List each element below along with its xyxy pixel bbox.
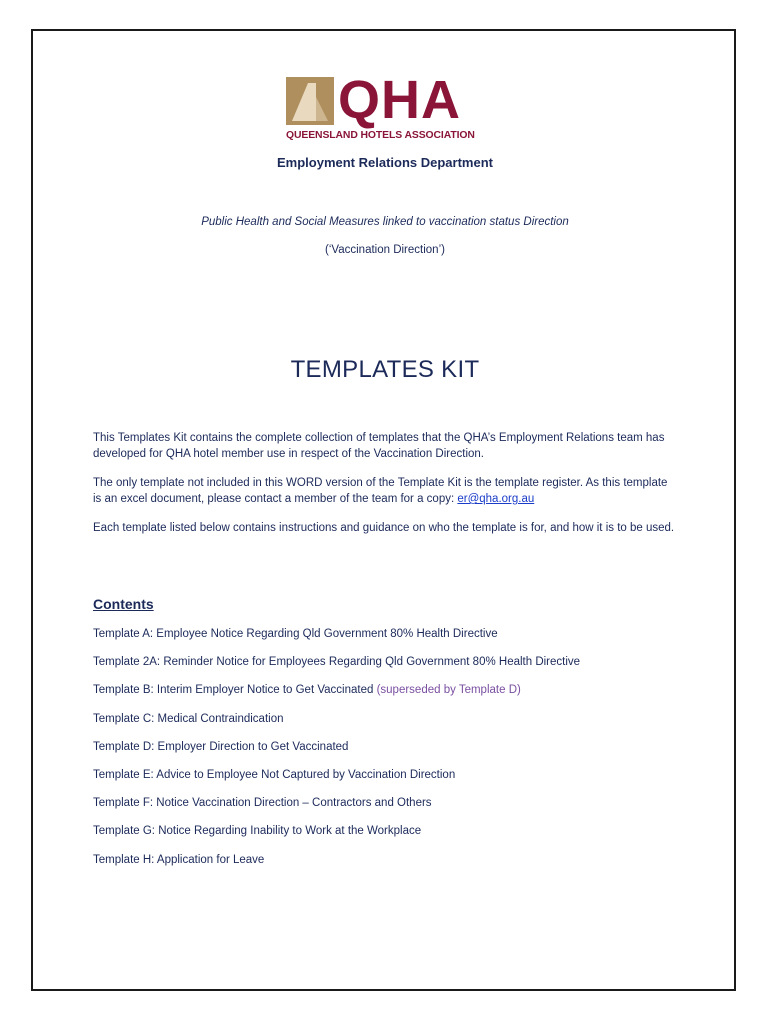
superseded-note: (superseded by Template D) (376, 684, 521, 697)
contents-item-label: Template F: Notice Vaccination Direction – Contractors and Others (93, 797, 432, 810)
qha-logo-mark-icon (286, 77, 334, 125)
contents-item-template-e (93, 768, 693, 796)
contents-item-template-g (93, 824, 693, 852)
contents-list (93, 627, 693, 881)
contents-item-template-b (93, 683, 693, 711)
email-link[interactable]: er@qha.org.au (457, 493, 535, 505)
contents-item-label: Template H: Application for Leave (93, 853, 265, 866)
qha-logo (286, 70, 488, 145)
contents-heading: Contents (93, 596, 154, 612)
page-title: TEMPLATES KIT (290, 356, 480, 383)
contents-item-template-f (93, 796, 693, 824)
contents-item-label: Template E: Advice to Employee Not Captured by Vaccination Direction (93, 768, 456, 781)
intro-paragraph: This Templates Kit contains the complete collection of templates that the QHA’s Employment Relations team has developed for QHA hotel member use in respect of the Vaccination Direction. (93, 432, 665, 460)
contents-item-label: Template G: Notice Regarding Inability to Work at the Workplace (93, 825, 422, 838)
contents-item-template-2a (93, 655, 693, 683)
guidance-paragraph: Each template listed below contains instructions and guidance on who the template is for, and how it is to be used. (93, 522, 675, 534)
contents-item-label: Template 2A: Reminder Notice for Employees Regarding Qld Government 80% Health Directive (93, 656, 581, 669)
direction-title: Public Health and Social Measures linked to vaccination status Direction (201, 216, 569, 228)
direction-short-name: (‘Vaccination Direction’) (325, 244, 445, 256)
excluded-template-paragraph (93, 475, 677, 507)
contents-item-label: Template D: Employer Direction to Get Vaccinated (93, 740, 349, 753)
contents-item-template-a (93, 627, 693, 655)
contents-item-label: Template C: Medical Contraindication (93, 712, 284, 725)
contents-item-template-c (93, 712, 693, 740)
contents-item-label: Template A: Employee Notice Regarding Qld Government 80% Health Directive (93, 628, 498, 640)
excluded-template-text: The only template not included in this WORD version of the Template Kit is the template register. As this template is an excel document, please contact a member of the team for a copy: (93, 477, 668, 505)
contents-item-label: Template B: Interim Employer Notice to Get Vaccinated (93, 684, 377, 697)
logo-letters: QHA (338, 70, 461, 130)
contents-item-template-d (93, 740, 693, 768)
contents-item-template-h (93, 853, 693, 881)
logo-subtitle: QUEENSLAND HOTELS ASSOCIATION (286, 130, 475, 141)
department-heading: Employment Relations Department (277, 155, 493, 170)
